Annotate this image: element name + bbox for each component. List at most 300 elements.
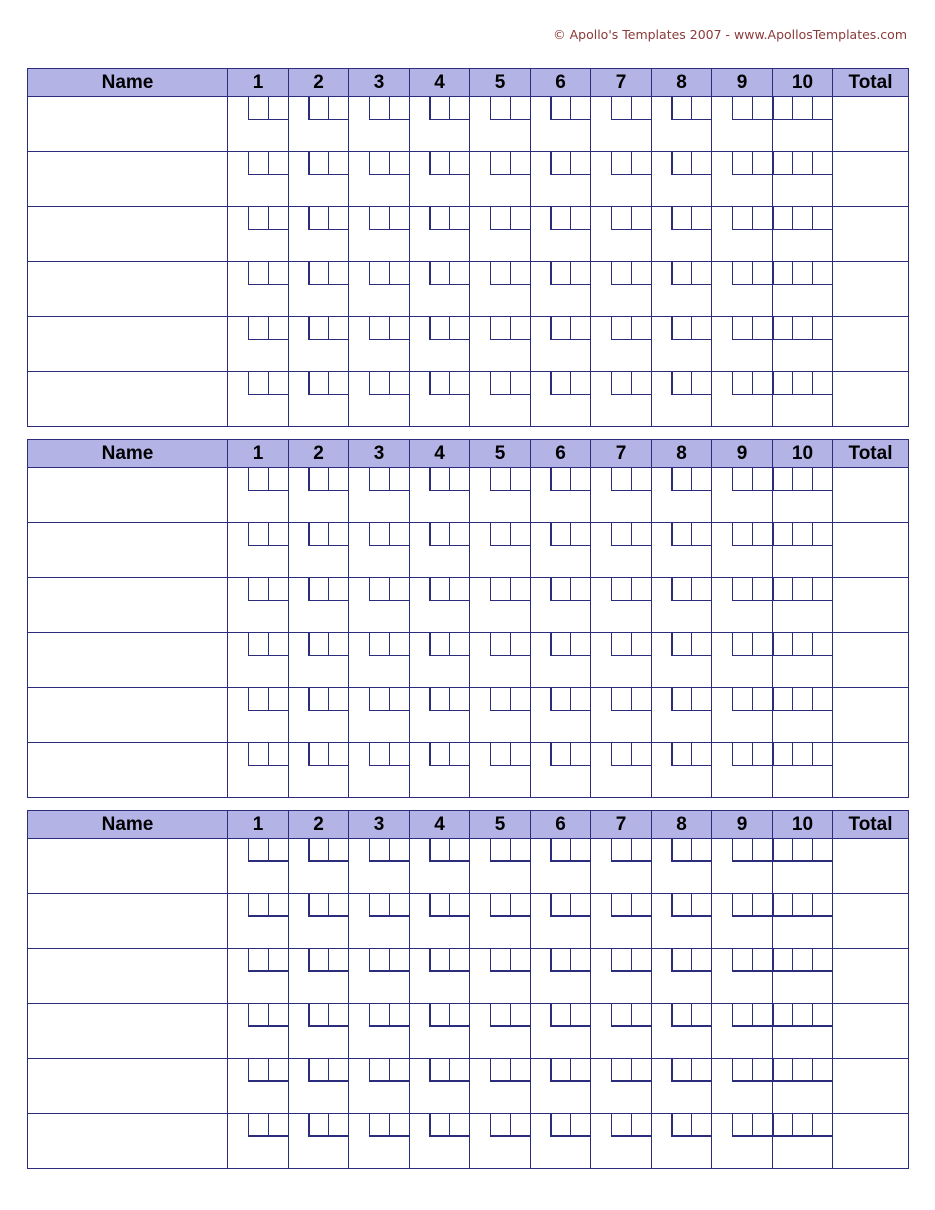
ball-box[interactable] bbox=[389, 523, 409, 546]
frame-score-cell[interactable] bbox=[470, 262, 531, 317]
ball-box[interactable] bbox=[268, 523, 288, 546]
player-name-cell[interactable] bbox=[28, 207, 228, 262]
frame-score-cell[interactable] bbox=[652, 1004, 712, 1059]
ball-box[interactable] bbox=[449, 152, 469, 175]
ball-box[interactable] bbox=[369, 688, 389, 711]
ball-box[interactable] bbox=[429, 317, 449, 340]
frame-score-cell[interactable] bbox=[652, 262, 712, 317]
ball-box[interactable] bbox=[389, 97, 409, 120]
frame-score-cell[interactable] bbox=[652, 743, 712, 798]
frame-score-cell[interactable] bbox=[228, 152, 289, 207]
ball-box[interactable] bbox=[792, 1059, 812, 1082]
frame-score-cell[interactable] bbox=[591, 1004, 652, 1059]
ball-box[interactable] bbox=[248, 578, 268, 601]
frame-score-cell[interactable] bbox=[591, 578, 652, 633]
ball-box[interactable] bbox=[691, 1059, 711, 1082]
ball-box[interactable] bbox=[248, 633, 268, 656]
ball-box[interactable] bbox=[328, 839, 348, 862]
ball-box[interactable] bbox=[671, 468, 691, 491]
frame-score-cell[interactable] bbox=[591, 688, 652, 743]
ball-box[interactable] bbox=[449, 97, 469, 120]
frame-score-cell[interactable] bbox=[289, 894, 349, 949]
ball-box[interactable] bbox=[812, 97, 832, 120]
ball-box[interactable] bbox=[792, 97, 812, 120]
ball-box[interactable] bbox=[792, 633, 812, 656]
frame-score-cell[interactable] bbox=[228, 1059, 289, 1114]
ball-box[interactable] bbox=[389, 839, 409, 862]
frame-score-cell[interactable] bbox=[349, 1114, 410, 1169]
frame-score-cell[interactable] bbox=[773, 523, 833, 578]
ball-box[interactable] bbox=[732, 152, 752, 175]
ball-box[interactable] bbox=[429, 207, 449, 230]
ball-box[interactable] bbox=[429, 372, 449, 395]
frame-score-cell[interactable] bbox=[531, 578, 591, 633]
frame-score-cell[interactable] bbox=[773, 1059, 833, 1114]
ball-box[interactable] bbox=[570, 894, 590, 917]
frame-score-cell[interactable] bbox=[228, 523, 289, 578]
frame-score-cell[interactable] bbox=[349, 207, 410, 262]
ball-box[interactable] bbox=[631, 372, 651, 395]
ball-box[interactable] bbox=[429, 578, 449, 601]
ball-box[interactable] bbox=[248, 894, 268, 917]
ball-box[interactable] bbox=[268, 743, 288, 766]
ball-box[interactable] bbox=[792, 523, 812, 546]
frame-score-cell[interactable] bbox=[470, 743, 531, 798]
ball-box[interactable] bbox=[732, 468, 752, 491]
ball-box[interactable] bbox=[449, 839, 469, 862]
frame-score-cell[interactable] bbox=[349, 152, 410, 207]
frame-score-cell[interactable] bbox=[470, 1004, 531, 1059]
ball-box[interactable] bbox=[308, 1004, 328, 1027]
ball-box[interactable] bbox=[570, 1059, 590, 1082]
ball-box[interactable] bbox=[732, 262, 752, 285]
total-score-cell[interactable] bbox=[833, 152, 909, 207]
ball-box[interactable] bbox=[752, 97, 772, 120]
ball-box[interactable] bbox=[611, 633, 631, 656]
frame-score-cell[interactable] bbox=[410, 317, 470, 372]
frame-score-cell[interactable] bbox=[289, 97, 349, 152]
frame-score-cell[interactable] bbox=[470, 949, 531, 1004]
ball-box[interactable] bbox=[611, 97, 631, 120]
ball-box[interactable] bbox=[490, 688, 510, 711]
ball-box[interactable] bbox=[369, 633, 389, 656]
frame-score-cell[interactable] bbox=[652, 1114, 712, 1169]
frame-score-cell[interactable] bbox=[591, 468, 652, 523]
ball-box[interactable] bbox=[369, 97, 389, 120]
ball-box[interactable] bbox=[389, 1114, 409, 1137]
ball-box[interactable] bbox=[772, 839, 792, 862]
frame-score-cell[interactable] bbox=[773, 688, 833, 743]
ball-box[interactable] bbox=[510, 894, 530, 917]
frame-score-cell[interactable] bbox=[531, 262, 591, 317]
frame-score-cell[interactable] bbox=[531, 523, 591, 578]
ball-box[interactable] bbox=[550, 949, 570, 972]
frame-score-cell[interactable] bbox=[531, 372, 591, 427]
frame-score-cell[interactable] bbox=[712, 523, 773, 578]
frame-score-cell[interactable] bbox=[228, 688, 289, 743]
frame-score-cell[interactable] bbox=[773, 152, 833, 207]
frame-score-cell[interactable] bbox=[712, 262, 773, 317]
ball-box[interactable] bbox=[812, 633, 832, 656]
frame-score-cell[interactable] bbox=[410, 468, 470, 523]
ball-box[interactable] bbox=[389, 317, 409, 340]
ball-box[interactable] bbox=[752, 894, 772, 917]
ball-box[interactable] bbox=[328, 743, 348, 766]
ball-box[interactable] bbox=[671, 207, 691, 230]
ball-box[interactable] bbox=[792, 1004, 812, 1027]
ball-box[interactable] bbox=[510, 839, 530, 862]
ball-box[interactable] bbox=[429, 839, 449, 862]
ball-box[interactable] bbox=[570, 317, 590, 340]
ball-box[interactable] bbox=[550, 372, 570, 395]
frame-score-cell[interactable] bbox=[712, 949, 773, 1004]
ball-box[interactable] bbox=[449, 1004, 469, 1027]
ball-box[interactable] bbox=[611, 578, 631, 601]
ball-box[interactable] bbox=[792, 152, 812, 175]
ball-box[interactable] bbox=[308, 949, 328, 972]
ball-box[interactable] bbox=[510, 1059, 530, 1082]
ball-box[interactable] bbox=[611, 743, 631, 766]
ball-box[interactable] bbox=[328, 372, 348, 395]
frame-score-cell[interactable] bbox=[349, 633, 410, 688]
ball-box[interactable] bbox=[732, 207, 752, 230]
frame-score-cell[interactable] bbox=[773, 578, 833, 633]
ball-box[interactable] bbox=[268, 207, 288, 230]
ball-box[interactable] bbox=[449, 1059, 469, 1082]
ball-box[interactable] bbox=[812, 839, 832, 862]
ball-box[interactable] bbox=[268, 97, 288, 120]
ball-box[interactable] bbox=[752, 949, 772, 972]
ball-box[interactable] bbox=[671, 894, 691, 917]
player-name-cell[interactable] bbox=[28, 152, 228, 207]
frame-score-cell[interactable] bbox=[228, 949, 289, 1004]
frame-score-cell[interactable] bbox=[470, 523, 531, 578]
ball-box[interactable] bbox=[490, 949, 510, 972]
frame-score-cell[interactable] bbox=[410, 633, 470, 688]
ball-box[interactable] bbox=[490, 894, 510, 917]
ball-box[interactable] bbox=[691, 97, 711, 120]
ball-box[interactable] bbox=[248, 152, 268, 175]
ball-box[interactable] bbox=[752, 839, 772, 862]
ball-box[interactable] bbox=[611, 468, 631, 491]
ball-box[interactable] bbox=[671, 1004, 691, 1027]
ball-box[interactable] bbox=[570, 372, 590, 395]
ball-box[interactable] bbox=[490, 1114, 510, 1137]
frame-score-cell[interactable] bbox=[410, 152, 470, 207]
ball-box[interactable] bbox=[732, 523, 752, 546]
frame-score-cell[interactable] bbox=[289, 688, 349, 743]
frame-score-cell[interactable] bbox=[349, 317, 410, 372]
ball-box[interactable] bbox=[328, 207, 348, 230]
ball-box[interactable] bbox=[429, 523, 449, 546]
frame-score-cell[interactable] bbox=[591, 317, 652, 372]
frame-score-cell[interactable] bbox=[410, 949, 470, 1004]
ball-box[interactable] bbox=[752, 372, 772, 395]
ball-box[interactable] bbox=[328, 1114, 348, 1137]
ball-box[interactable] bbox=[792, 894, 812, 917]
player-name-cell[interactable] bbox=[28, 262, 228, 317]
ball-box[interactable] bbox=[792, 839, 812, 862]
ball-box[interactable] bbox=[732, 839, 752, 862]
frame-score-cell[interactable] bbox=[470, 97, 531, 152]
total-score-cell[interactable] bbox=[833, 894, 909, 949]
ball-box[interactable] bbox=[812, 207, 832, 230]
ball-box[interactable] bbox=[308, 262, 328, 285]
ball-box[interactable] bbox=[792, 207, 812, 230]
ball-box[interactable] bbox=[772, 578, 792, 601]
ball-box[interactable] bbox=[812, 262, 832, 285]
ball-box[interactable] bbox=[792, 949, 812, 972]
frame-score-cell[interactable] bbox=[591, 372, 652, 427]
ball-box[interactable] bbox=[570, 578, 590, 601]
ball-box[interactable] bbox=[328, 468, 348, 491]
total-score-cell[interactable] bbox=[833, 578, 909, 633]
frame-score-cell[interactable] bbox=[591, 633, 652, 688]
ball-box[interactable] bbox=[328, 317, 348, 340]
frame-score-cell[interactable] bbox=[289, 1004, 349, 1059]
ball-box[interactable] bbox=[328, 523, 348, 546]
ball-box[interactable] bbox=[671, 1059, 691, 1082]
ball-box[interactable] bbox=[510, 1004, 530, 1027]
frame-score-cell[interactable] bbox=[410, 894, 470, 949]
ball-box[interactable] bbox=[812, 949, 832, 972]
frame-score-cell[interactable] bbox=[591, 743, 652, 798]
ball-box[interactable] bbox=[268, 152, 288, 175]
frame-score-cell[interactable] bbox=[531, 894, 591, 949]
frame-score-cell[interactable] bbox=[652, 152, 712, 207]
ball-box[interactable] bbox=[570, 1004, 590, 1027]
ball-box[interactable] bbox=[812, 743, 832, 766]
ball-box[interactable] bbox=[429, 97, 449, 120]
ball-box[interactable] bbox=[510, 97, 530, 120]
ball-box[interactable] bbox=[631, 97, 651, 120]
ball-box[interactable] bbox=[429, 1004, 449, 1027]
ball-box[interactable] bbox=[631, 578, 651, 601]
total-score-cell[interactable] bbox=[833, 633, 909, 688]
ball-box[interactable] bbox=[369, 894, 389, 917]
frame-score-cell[interactable] bbox=[470, 207, 531, 262]
frame-score-cell[interactable] bbox=[289, 262, 349, 317]
frame-score-cell[interactable] bbox=[289, 468, 349, 523]
frame-score-cell[interactable] bbox=[289, 1114, 349, 1169]
ball-box[interactable] bbox=[248, 1004, 268, 1027]
player-name-cell[interactable] bbox=[28, 633, 228, 688]
ball-box[interactable] bbox=[570, 523, 590, 546]
frame-score-cell[interactable] bbox=[349, 743, 410, 798]
ball-box[interactable] bbox=[308, 523, 328, 546]
ball-box[interactable] bbox=[570, 949, 590, 972]
ball-box[interactable] bbox=[268, 688, 288, 711]
ball-box[interactable] bbox=[812, 1059, 832, 1082]
frame-score-cell[interactable] bbox=[228, 468, 289, 523]
frame-score-cell[interactable] bbox=[470, 839, 531, 894]
ball-box[interactable] bbox=[248, 523, 268, 546]
ball-box[interactable] bbox=[328, 894, 348, 917]
ball-box[interactable] bbox=[429, 262, 449, 285]
ball-box[interactable] bbox=[752, 1059, 772, 1082]
ball-box[interactable] bbox=[328, 97, 348, 120]
ball-box[interactable] bbox=[691, 949, 711, 972]
frame-score-cell[interactable] bbox=[531, 1004, 591, 1059]
ball-box[interactable] bbox=[570, 207, 590, 230]
frame-score-cell[interactable] bbox=[410, 372, 470, 427]
ball-box[interactable] bbox=[490, 317, 510, 340]
frame-score-cell[interactable] bbox=[652, 633, 712, 688]
ball-box[interactable] bbox=[752, 688, 772, 711]
ball-box[interactable] bbox=[631, 152, 651, 175]
frame-score-cell[interactable] bbox=[652, 468, 712, 523]
ball-box[interactable] bbox=[550, 1004, 570, 1027]
total-score-cell[interactable] bbox=[833, 372, 909, 427]
total-score-cell[interactable] bbox=[833, 743, 909, 798]
ball-box[interactable] bbox=[449, 894, 469, 917]
ball-box[interactable] bbox=[752, 262, 772, 285]
frame-score-cell[interactable] bbox=[531, 317, 591, 372]
ball-box[interactable] bbox=[510, 317, 530, 340]
ball-box[interactable] bbox=[308, 152, 328, 175]
ball-box[interactable] bbox=[510, 523, 530, 546]
ball-box[interactable] bbox=[772, 1004, 792, 1027]
ball-box[interactable] bbox=[792, 468, 812, 491]
ball-box[interactable] bbox=[328, 1004, 348, 1027]
ball-box[interactable] bbox=[389, 633, 409, 656]
ball-box[interactable] bbox=[570, 743, 590, 766]
ball-box[interactable] bbox=[268, 262, 288, 285]
ball-box[interactable] bbox=[248, 743, 268, 766]
ball-box[interactable] bbox=[248, 1059, 268, 1082]
ball-box[interactable] bbox=[248, 372, 268, 395]
frame-score-cell[interactable] bbox=[773, 97, 833, 152]
total-score-cell[interactable] bbox=[833, 688, 909, 743]
ball-box[interactable] bbox=[449, 262, 469, 285]
frame-score-cell[interactable] bbox=[591, 839, 652, 894]
ball-box[interactable] bbox=[732, 1004, 752, 1027]
frame-score-cell[interactable] bbox=[349, 97, 410, 152]
ball-box[interactable] bbox=[248, 97, 268, 120]
ball-box[interactable] bbox=[691, 523, 711, 546]
ball-box[interactable] bbox=[510, 372, 530, 395]
frame-score-cell[interactable] bbox=[349, 578, 410, 633]
ball-box[interactable] bbox=[752, 743, 772, 766]
ball-box[interactable] bbox=[248, 688, 268, 711]
ball-box[interactable] bbox=[429, 743, 449, 766]
ball-box[interactable] bbox=[369, 468, 389, 491]
ball-box[interactable] bbox=[631, 317, 651, 340]
ball-box[interactable] bbox=[752, 317, 772, 340]
ball-box[interactable] bbox=[550, 1114, 570, 1137]
ball-box[interactable] bbox=[611, 317, 631, 340]
frame-score-cell[interactable] bbox=[410, 743, 470, 798]
ball-box[interactable] bbox=[449, 207, 469, 230]
frame-score-cell[interactable] bbox=[531, 468, 591, 523]
ball-box[interactable] bbox=[631, 262, 651, 285]
frame-score-cell[interactable] bbox=[349, 1059, 410, 1114]
frame-score-cell[interactable] bbox=[591, 949, 652, 1004]
frame-score-cell[interactable] bbox=[652, 949, 712, 1004]
ball-box[interactable] bbox=[691, 152, 711, 175]
ball-box[interactable] bbox=[248, 207, 268, 230]
ball-box[interactable] bbox=[812, 1004, 832, 1027]
total-score-cell[interactable] bbox=[833, 317, 909, 372]
total-score-cell[interactable] bbox=[833, 1114, 909, 1169]
ball-box[interactable] bbox=[510, 633, 530, 656]
frame-score-cell[interactable] bbox=[228, 578, 289, 633]
ball-box[interactable] bbox=[691, 743, 711, 766]
ball-box[interactable] bbox=[611, 688, 631, 711]
frame-score-cell[interactable] bbox=[349, 468, 410, 523]
ball-box[interactable] bbox=[812, 1114, 832, 1137]
frame-score-cell[interactable] bbox=[470, 688, 531, 743]
ball-box[interactable] bbox=[369, 1059, 389, 1082]
ball-box[interactable] bbox=[611, 152, 631, 175]
frame-score-cell[interactable] bbox=[773, 633, 833, 688]
frame-score-cell[interactable] bbox=[591, 152, 652, 207]
ball-box[interactable] bbox=[691, 317, 711, 340]
ball-box[interactable] bbox=[772, 317, 792, 340]
ball-box[interactable] bbox=[631, 633, 651, 656]
ball-box[interactable] bbox=[510, 152, 530, 175]
ball-box[interactable] bbox=[732, 949, 752, 972]
ball-box[interactable] bbox=[490, 207, 510, 230]
ball-box[interactable] bbox=[752, 633, 772, 656]
ball-box[interactable] bbox=[369, 839, 389, 862]
frame-score-cell[interactable] bbox=[712, 468, 773, 523]
frame-score-cell[interactable] bbox=[349, 949, 410, 1004]
frame-score-cell[interactable] bbox=[652, 523, 712, 578]
ball-box[interactable] bbox=[268, 468, 288, 491]
player-name-cell[interactable] bbox=[28, 372, 228, 427]
ball-box[interactable] bbox=[772, 1059, 792, 1082]
ball-box[interactable] bbox=[671, 372, 691, 395]
ball-box[interactable] bbox=[308, 97, 328, 120]
frame-score-cell[interactable] bbox=[470, 633, 531, 688]
player-name-cell[interactable] bbox=[28, 317, 228, 372]
ball-box[interactable] bbox=[671, 152, 691, 175]
ball-box[interactable] bbox=[268, 949, 288, 972]
frame-score-cell[interactable] bbox=[652, 578, 712, 633]
ball-box[interactable] bbox=[732, 317, 752, 340]
ball-box[interactable] bbox=[671, 743, 691, 766]
frame-score-cell[interactable] bbox=[712, 152, 773, 207]
frame-score-cell[interactable] bbox=[289, 743, 349, 798]
ball-box[interactable] bbox=[268, 633, 288, 656]
ball-box[interactable] bbox=[369, 523, 389, 546]
player-name-cell[interactable] bbox=[28, 578, 228, 633]
ball-box[interactable] bbox=[308, 743, 328, 766]
ball-box[interactable] bbox=[248, 317, 268, 340]
frame-score-cell[interactable] bbox=[228, 633, 289, 688]
frame-score-cell[interactable] bbox=[349, 688, 410, 743]
ball-box[interactable] bbox=[449, 743, 469, 766]
frame-score-cell[interactable] bbox=[712, 372, 773, 427]
ball-box[interactable] bbox=[570, 1114, 590, 1137]
ball-box[interactable] bbox=[490, 578, 510, 601]
ball-box[interactable] bbox=[369, 207, 389, 230]
ball-box[interactable] bbox=[792, 372, 812, 395]
ball-box[interactable] bbox=[570, 152, 590, 175]
frame-score-cell[interactable] bbox=[712, 1114, 773, 1169]
ball-box[interactable] bbox=[308, 468, 328, 491]
player-name-cell[interactable] bbox=[28, 1059, 228, 1114]
ball-box[interactable] bbox=[369, 578, 389, 601]
ball-box[interactable] bbox=[691, 894, 711, 917]
player-name-cell[interactable] bbox=[28, 523, 228, 578]
ball-box[interactable] bbox=[772, 97, 792, 120]
ball-box[interactable] bbox=[812, 688, 832, 711]
ball-box[interactable] bbox=[369, 743, 389, 766]
ball-box[interactable] bbox=[389, 949, 409, 972]
ball-box[interactable] bbox=[772, 207, 792, 230]
